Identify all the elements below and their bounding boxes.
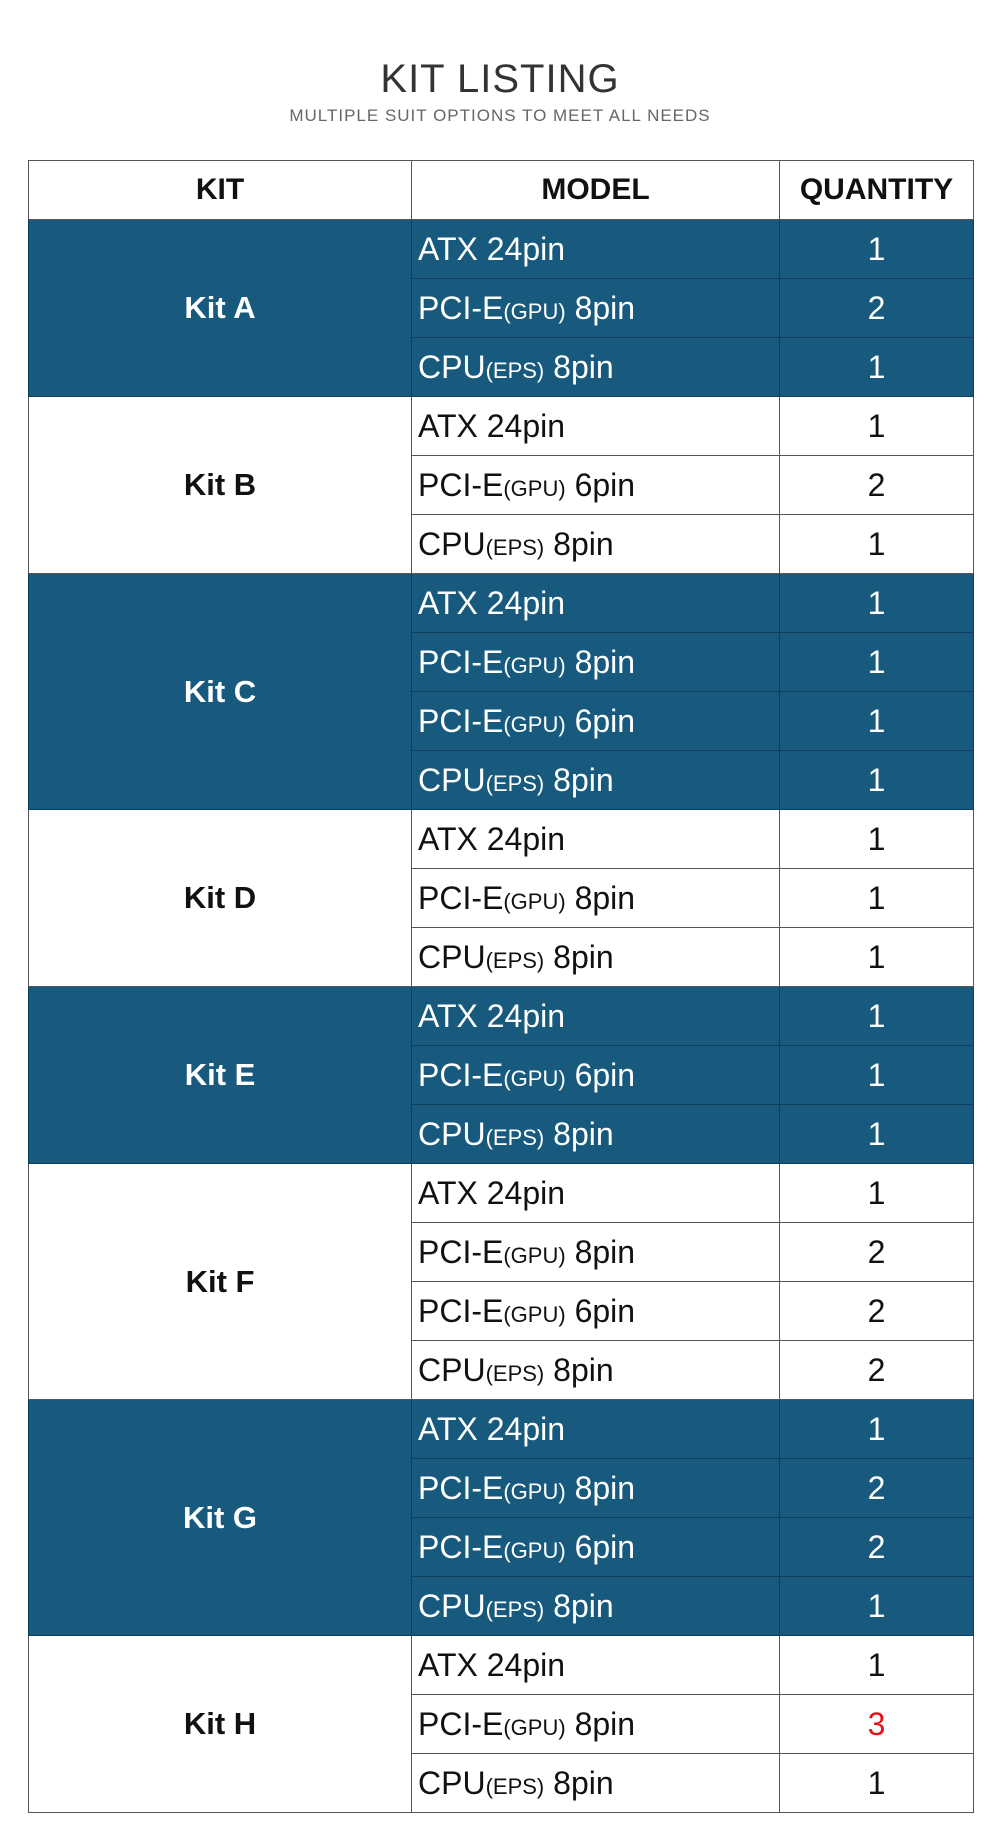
kit-listing-table (28, 160, 974, 1813)
model-cell (412, 397, 780, 456)
model-pins: 8pin (565, 1705, 636, 1742)
quantity-cell: 1 (780, 1164, 974, 1223)
quantity-cell: 1 (780, 928, 974, 987)
model-subtype: (GPU) (503, 888, 566, 914)
model-type: PCI-E (418, 1705, 504, 1742)
model-cell (412, 1636, 780, 1695)
quantity-cell: 1 (780, 1754, 974, 1813)
kit-name-cell: Kit A (29, 220, 412, 397)
table-row (29, 574, 974, 633)
table-row (29, 1636, 974, 1695)
quantity-cell: 1 (780, 810, 974, 869)
quantity-cell: 1 (780, 987, 974, 1046)
quantity-cell: 2 (780, 456, 974, 515)
table-row (29, 1400, 974, 1459)
model-type: CPU (418, 1351, 486, 1388)
model-cell (412, 928, 780, 987)
model-type: PCI-E (418, 466, 504, 503)
model-type: ATX (418, 1646, 478, 1683)
model-type: PCI-E (418, 289, 504, 326)
model-subtype: (GPU) (503, 1301, 566, 1327)
model-pins: 24pin (477, 820, 566, 857)
model-cell (412, 1341, 780, 1400)
model-pins: 8pin (544, 348, 614, 385)
model-type: PCI-E (418, 643, 504, 680)
kit-name-cell: Kit C (29, 574, 412, 810)
model-subtype: (GPU) (503, 1065, 566, 1091)
model-type: PCI-E (418, 879, 504, 916)
model-cell (412, 279, 780, 338)
model-cell (412, 456, 780, 515)
model-pins: 8pin (565, 1233, 636, 1270)
model-type: ATX (418, 230, 478, 267)
model-subtype: (EPS) (485, 1124, 545, 1150)
model-type: CPU (418, 525, 486, 562)
model-subtype: (GPU) (503, 1242, 566, 1268)
model-pins: 8pin (544, 1351, 614, 1388)
model-subtype: (EPS) (485, 770, 545, 796)
model-cell (412, 1223, 780, 1282)
model-subtype: (GPU) (503, 1537, 566, 1563)
model-type: ATX (418, 1410, 478, 1447)
model-type: PCI-E (418, 1056, 504, 1093)
kit-name-cell: Kit G (29, 1400, 412, 1636)
model-pins: 24pin (477, 230, 566, 267)
model-cell (412, 1754, 780, 1813)
model-pins: 24pin (477, 584, 566, 621)
model-cell (412, 692, 780, 751)
quantity-cell: 1 (780, 515, 974, 574)
model-type: PCI-E (418, 1233, 504, 1270)
model-type: PCI-E (418, 702, 504, 739)
model-pins: 6pin (565, 466, 636, 503)
quantity-cell: 1 (780, 338, 974, 397)
kit-name-cell: Kit E (29, 987, 412, 1164)
table-row (29, 810, 974, 869)
model-subtype: (GPU) (503, 475, 566, 501)
model-cell (412, 1577, 780, 1636)
model-pins: 24pin (477, 1174, 566, 1211)
quantity-cell: 1 (780, 869, 974, 928)
model-pins: 6pin (565, 1292, 636, 1329)
model-pins: 8pin (544, 938, 614, 975)
model-cell (412, 1164, 780, 1223)
quantity-cell: 1 (780, 633, 974, 692)
model-pins: 24pin (477, 997, 566, 1034)
model-cell (412, 751, 780, 810)
model-type: ATX (418, 1174, 478, 1211)
model-pins: 8pin (544, 761, 614, 798)
model-pins: 8pin (544, 1115, 614, 1152)
model-cell (412, 987, 780, 1046)
quantity-cell: 2 (780, 1223, 974, 1282)
model-cell (412, 810, 780, 869)
kit-name-cell: Kit F (29, 1164, 412, 1400)
model-pins: 8pin (544, 1764, 614, 1801)
model-subtype: (GPU) (503, 1714, 566, 1740)
quantity-cell: 2 (780, 279, 974, 338)
column-header-quantity: QUANTITY (780, 161, 974, 220)
model-pins: 24pin (477, 1410, 566, 1447)
quantity-cell: 2 (780, 1282, 974, 1341)
model-cell (412, 1046, 780, 1105)
quantity-cell: 2 (780, 1341, 974, 1400)
model-subtype: (EPS) (485, 534, 545, 560)
model-cell (412, 1459, 780, 1518)
model-cell (412, 574, 780, 633)
model-subtype: (EPS) (485, 357, 545, 383)
model-subtype: (EPS) (485, 1596, 545, 1622)
quantity-cell: 2 (780, 1518, 974, 1577)
model-pins: 6pin (565, 1056, 636, 1093)
model-cell (412, 1105, 780, 1164)
model-type: CPU (418, 1115, 486, 1152)
quantity-cell: 1 (780, 1577, 974, 1636)
page-subtitle: MULTIPLE SUIT OPTIONS TO MEET ALL NEEDS (289, 106, 711, 125)
quantity-cell: 1 (780, 751, 974, 810)
model-pins: 6pin (565, 702, 636, 739)
model-cell (412, 869, 780, 928)
model-pins: 8pin (544, 525, 614, 562)
column-header-model: MODEL (412, 161, 780, 220)
quantity-cell: 1 (780, 692, 974, 751)
kit-name-cell: Kit H (29, 1636, 412, 1813)
model-pins: 8pin (565, 289, 636, 326)
quantity-cell: 1 (780, 1636, 974, 1695)
model-cell (412, 1695, 780, 1754)
model-subtype: (GPU) (503, 298, 566, 324)
quantity-cell: 1 (780, 220, 974, 279)
quantity-cell: 1 (780, 1046, 974, 1105)
page-title: KIT LISTING (380, 57, 620, 101)
model-pins: 6pin (565, 1528, 636, 1565)
table-row (29, 1164, 974, 1223)
model-subtype: (GPU) (503, 711, 566, 737)
model-type: CPU (418, 938, 486, 975)
model-type: PCI-E (418, 1469, 504, 1506)
table-body (29, 220, 974, 1813)
table-header-row (29, 161, 974, 220)
model-type: ATX (418, 584, 478, 621)
model-type: ATX (418, 820, 478, 857)
table-row (29, 397, 974, 456)
model-subtype: (EPS) (485, 1773, 545, 1799)
quantity-cell: 2 (780, 1459, 974, 1518)
column-header-kit: KIT (29, 161, 412, 220)
model-subtype: (GPU) (503, 652, 566, 678)
quantity-cell: 1 (780, 1400, 974, 1459)
model-subtype: (GPU) (503, 1478, 566, 1504)
kit-name-cell: Kit D (29, 810, 412, 987)
model-pins: 8pin (565, 643, 636, 680)
model-type: ATX (418, 997, 478, 1034)
model-type: CPU (418, 761, 486, 798)
quantity-cell: 3 (780, 1695, 974, 1754)
model-cell (412, 220, 780, 279)
table-row (29, 987, 974, 1046)
model-cell (412, 1518, 780, 1577)
model-pins: 8pin (544, 1587, 614, 1624)
page-header (0, 55, 1000, 127)
model-type: CPU (418, 1764, 486, 1801)
model-cell (412, 1400, 780, 1459)
table-row (29, 220, 974, 279)
model-type: ATX (418, 407, 478, 444)
model-type: CPU (418, 1587, 486, 1624)
model-pins: 24pin (477, 1646, 566, 1683)
quantity-cell: 1 (780, 574, 974, 633)
model-pins: 8pin (565, 1469, 636, 1506)
quantity-cell: 1 (780, 397, 974, 456)
model-cell (412, 633, 780, 692)
model-type: PCI-E (418, 1292, 504, 1329)
model-cell (412, 338, 780, 397)
model-type: CPU (418, 348, 486, 385)
model-subtype: (EPS) (485, 1360, 545, 1386)
model-cell (412, 515, 780, 574)
model-type: PCI-E (418, 1528, 504, 1565)
model-cell (412, 1282, 780, 1341)
model-pins: 24pin (477, 407, 566, 444)
quantity-cell: 1 (780, 1105, 974, 1164)
model-pins: 8pin (565, 879, 636, 916)
model-subtype: (EPS) (485, 947, 545, 973)
kit-name-cell: Kit B (29, 397, 412, 574)
